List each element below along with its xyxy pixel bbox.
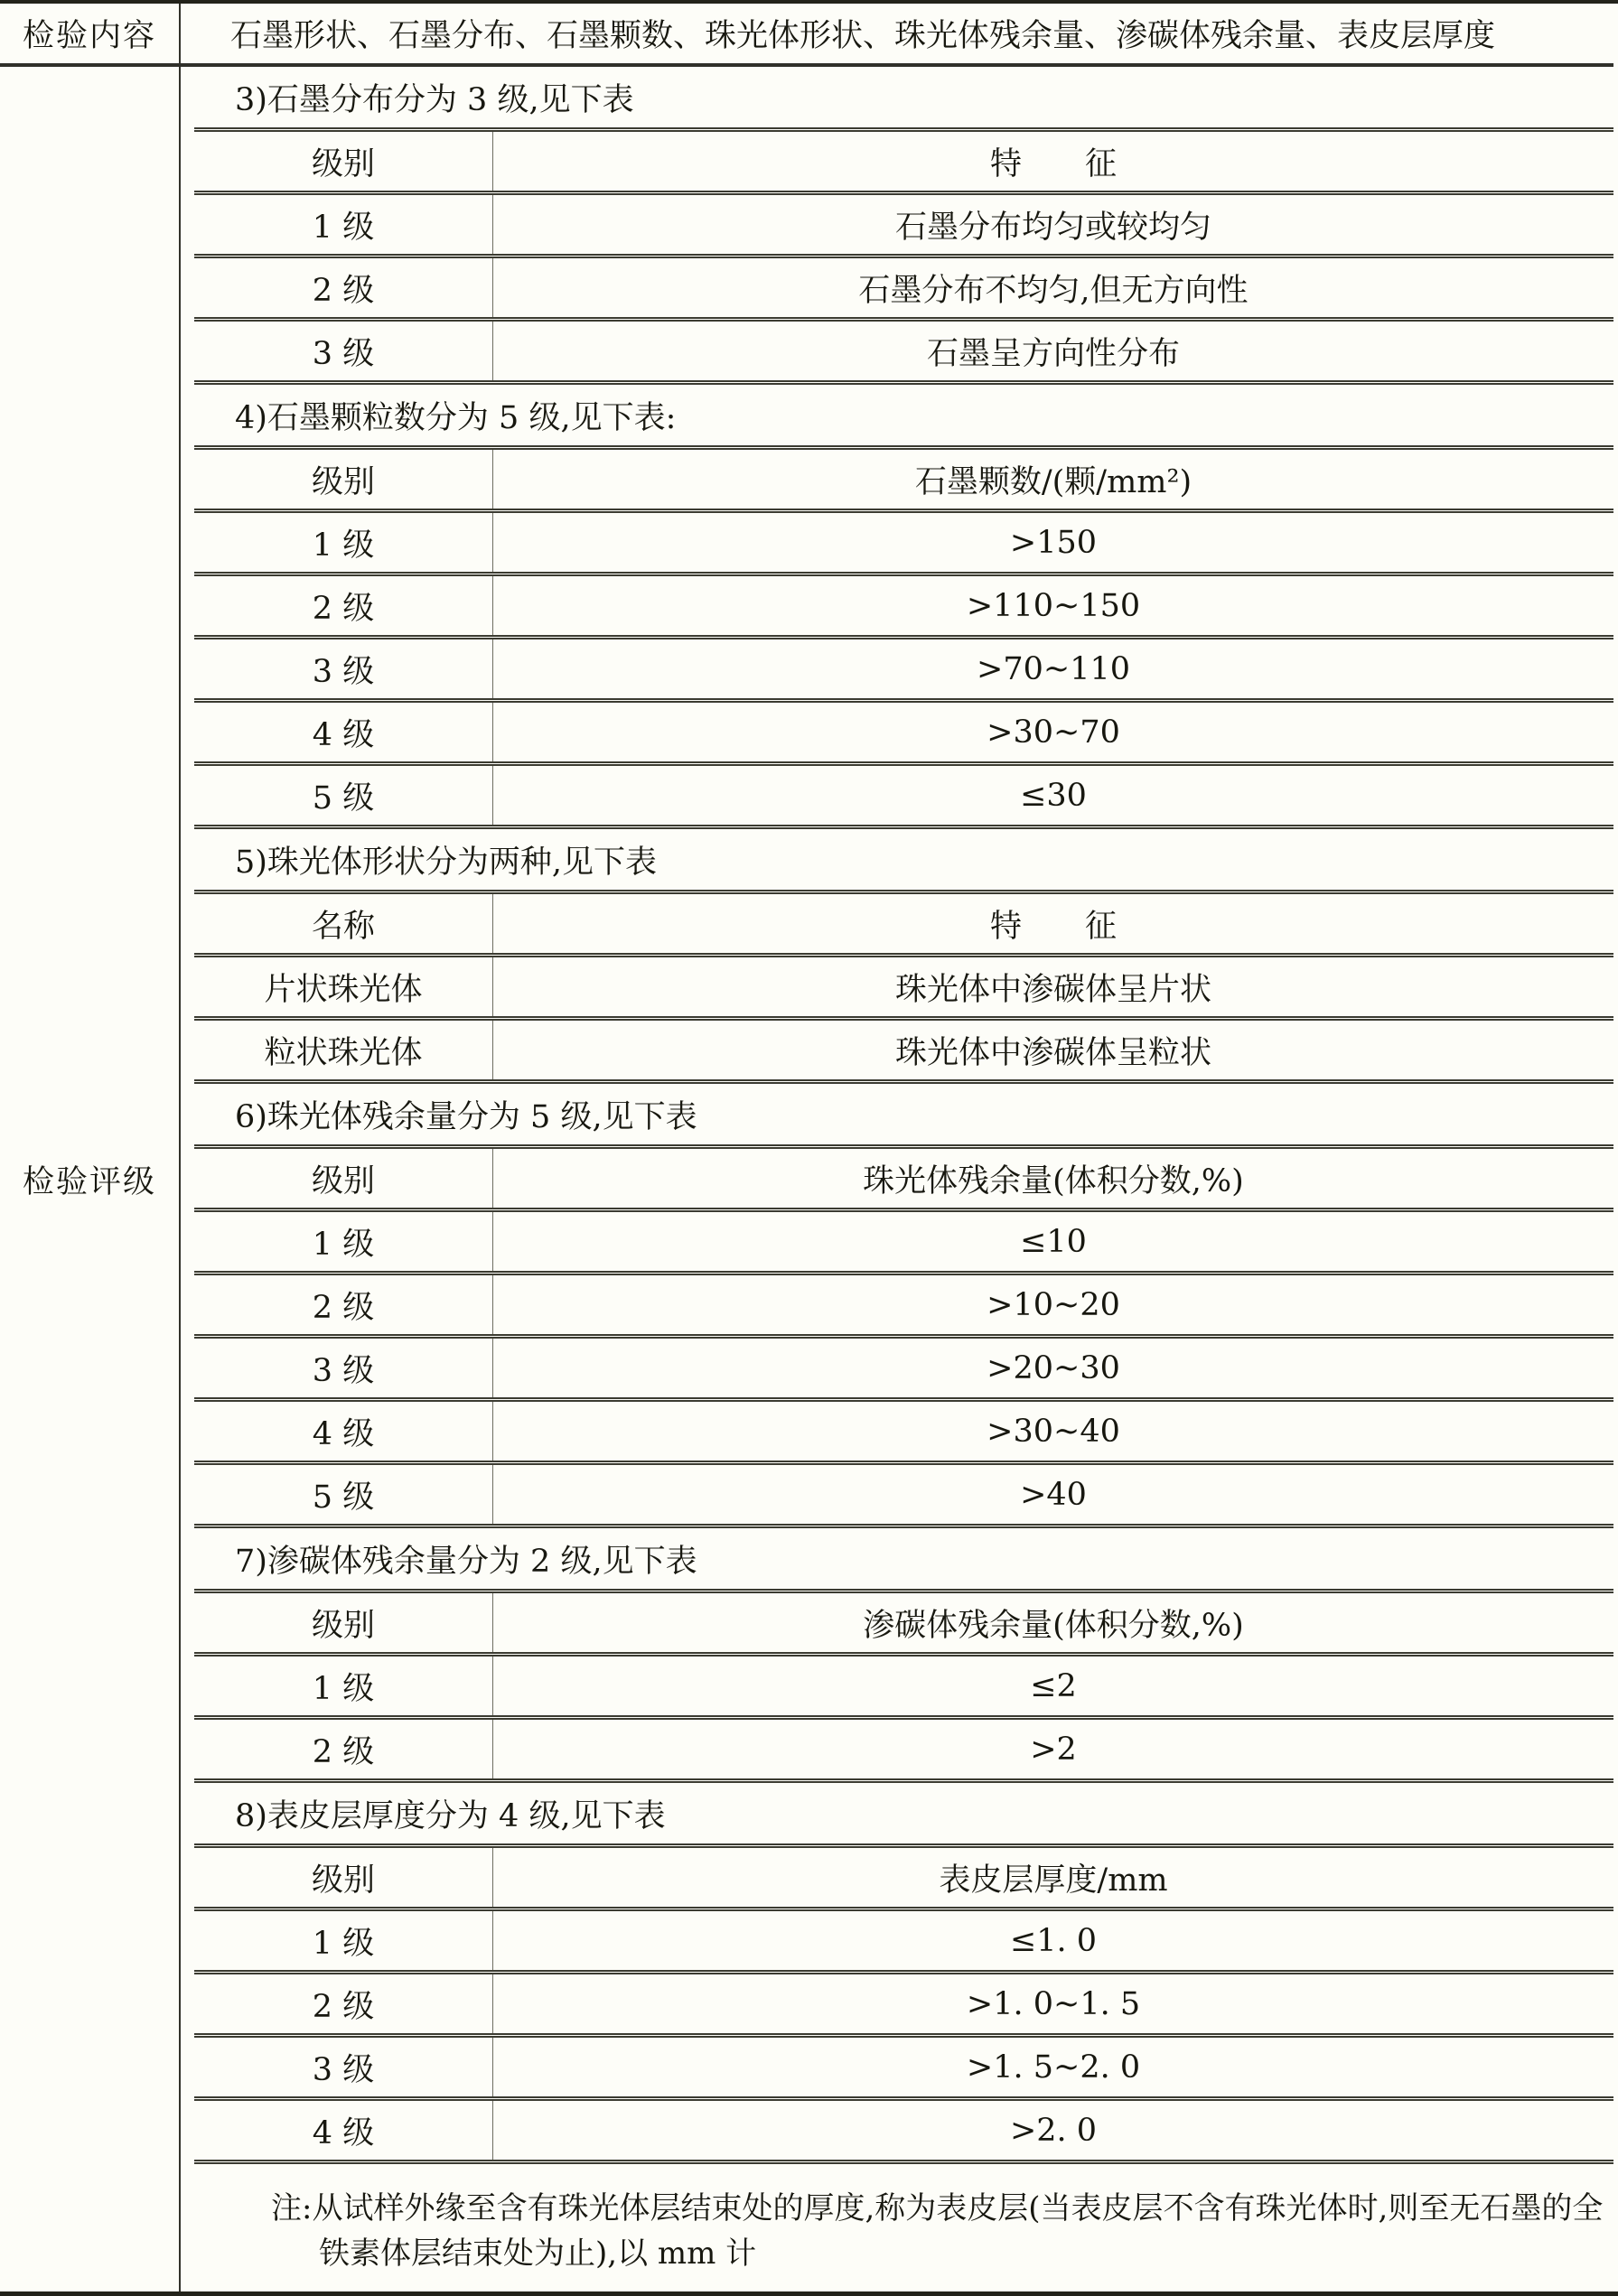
header-cell-level: 级别: [194, 450, 493, 509]
cell-value: >40: [1020, 1476, 1087, 1513]
section-5-table: [194, 890, 1613, 1084]
section-5-heading: 5)珠光体形状分为两种,见下表: [235, 844, 658, 881]
grading-sections: [181, 67, 1618, 2164]
table-row: [194, 258, 1613, 322]
table-row: [194, 1465, 1613, 1528]
cell-value: >2. 0: [1009, 2112, 1098, 2149]
table-row: [194, 195, 1613, 258]
cell-level: 3 级: [194, 1339, 493, 1397]
header-cell-description: 特 征: [989, 145, 1117, 182]
table-row: [194, 1974, 1613, 2038]
cell-level: 1 级: [194, 195, 493, 254]
table-row: [194, 576, 1613, 639]
header-row-content: 石墨形状、石墨分布、石墨颗数、珠光体形状、珠光体残余量、渗碳体残余量、表皮层厚度: [230, 18, 1496, 54]
cell-level: 4 级: [194, 703, 493, 761]
cell-value: ≤30: [1020, 777, 1087, 814]
header-cell-level: 级别: [194, 1593, 493, 1652]
header-cell-description: 表皮层厚度/mm: [939, 1862, 1168, 1899]
table-row: [194, 1402, 1613, 1465]
cell-value: >2: [1030, 1731, 1077, 1768]
section-4-heading: 4)石墨颗粒数分为 5 级,见下表:: [235, 399, 677, 436]
cell-value: 石墨呈方向性分布: [926, 335, 1180, 372]
cell-level: 2 级: [194, 1974, 493, 2033]
cell-level: 3 级: [194, 322, 493, 380]
cell-value: 珠光体中渗碳体呈粒状: [894, 1034, 1211, 1071]
cell-level: 片状珠光体: [194, 957, 493, 1016]
cell-level: 3 级: [194, 639, 493, 698]
cell-level: 2 级: [194, 1720, 493, 1778]
table-row: [194, 2101, 1613, 2164]
cell-level: 2 级: [194, 576, 493, 635]
grading-row: [0, 67, 1618, 2291]
section-8-table: [194, 1843, 1613, 2164]
header-cell-description: 珠光体残余量(体积分数,%): [863, 1162, 1244, 1199]
grading-content: [181, 67, 1618, 2291]
table-row: [194, 703, 1613, 766]
cell-value: 石墨分布不均匀,但无方向性: [858, 272, 1249, 309]
table-row: [194, 1720, 1613, 1783]
table-row: [194, 1275, 1613, 1339]
cell-value: 石墨分布均匀或较均匀: [894, 209, 1211, 246]
table-header-row: [194, 1149, 1613, 1212]
section-8-heading: 8)表皮层厚度分为 4 级,见下表: [235, 1797, 666, 1834]
table-header-row: [194, 132, 1613, 195]
cell-value: >70~110: [977, 650, 1130, 687]
header-row: [0, 4, 1618, 63]
grading-row-label: 检验评级: [0, 67, 181, 2291]
cell-value: >150: [1009, 524, 1098, 561]
table-row: [194, 1212, 1613, 1275]
table-header-row: [194, 894, 1613, 957]
table-row: [194, 1911, 1613, 1974]
cell-level: 1 级: [194, 1911, 493, 1970]
section-7-heading: 7)渗碳体残余量分为 2 级,见下表: [235, 1543, 697, 1580]
section-4-table: [194, 445, 1613, 829]
table-row: [194, 1021, 1613, 1084]
table-row: [194, 322, 1613, 385]
cell-level: 5 级: [194, 1465, 493, 1524]
section-3-table: [194, 127, 1613, 385]
cell-value: >1. 5~2. 0: [966, 2049, 1141, 2086]
header-row-label: 检验内容: [0, 4, 181, 63]
cell-level: 5 级: [194, 766, 493, 825]
section-7-table: [194, 1589, 1613, 1783]
cell-value: >20~30: [987, 1349, 1120, 1386]
cell-value: ≤10: [1020, 1223, 1087, 1260]
cell-value: 珠光体中渗碳体呈片状: [894, 971, 1211, 1008]
cell-value: >1. 0~1. 5: [966, 1985, 1141, 2022]
table-row: [194, 639, 1613, 703]
header-cell-description: 渗碳体残余量(体积分数,%): [863, 1607, 1244, 1644]
note: [181, 2164, 1618, 2276]
cell-level: 2 级: [194, 1275, 493, 1334]
table-header-row: [194, 450, 1613, 513]
cell-value: >30~40: [987, 1413, 1120, 1450]
note-line-2: 铁素体层结束处为止),以 mm 计: [319, 2235, 757, 2272]
cell-level: 粒状珠光体: [194, 1021, 493, 1079]
header-cell-level: 名称: [194, 894, 493, 953]
note-line-1: 注:从试样外缘至含有珠光体层结束处的厚度,称为表皮层(当表皮层不含有珠光体时,则至无石墨的全: [271, 2190, 1604, 2226]
table-row: [194, 1339, 1613, 1402]
cell-level: 2 级: [194, 258, 493, 317]
header-cell-description: 石墨颗数/(颗/mm²): [914, 463, 1192, 500]
cell-level: 1 级: [194, 1212, 493, 1271]
cell-value: >30~70: [987, 714, 1120, 751]
cell-level: 4 级: [194, 1402, 493, 1461]
header-cell-level: 级别: [194, 132, 493, 191]
cell-level: 1 级: [194, 1657, 493, 1715]
table-header-row: [194, 1593, 1613, 1657]
table-row: [194, 513, 1613, 576]
section-6-heading: 6)珠光体残余量分为 5 级,见下表: [235, 1098, 697, 1135]
cell-value: ≤1. 0: [1009, 1922, 1098, 1959]
table-row: [194, 2038, 1613, 2101]
header-cell-level: 级别: [194, 1149, 493, 1208]
cell-value: >10~20: [987, 1286, 1120, 1323]
table-row: [194, 957, 1613, 1021]
table-row: [194, 766, 1613, 829]
cell-level: 3 级: [194, 2038, 493, 2096]
header-cell-level: 级别: [194, 1848, 493, 1907]
cell-value: ≤2: [1030, 1667, 1077, 1704]
cell-level: 4 级: [194, 2101, 493, 2160]
cell-level: 1 级: [194, 513, 493, 572]
cell-value: >110~150: [966, 587, 1141, 624]
table-row: [194, 1657, 1613, 1720]
section-3-heading: 3)石墨分布分为 3 级,见下表: [235, 81, 634, 118]
header-cell-description: 特 征: [989, 908, 1117, 945]
table-header-row: [194, 1848, 1613, 1911]
section-6-table: [194, 1144, 1613, 1528]
